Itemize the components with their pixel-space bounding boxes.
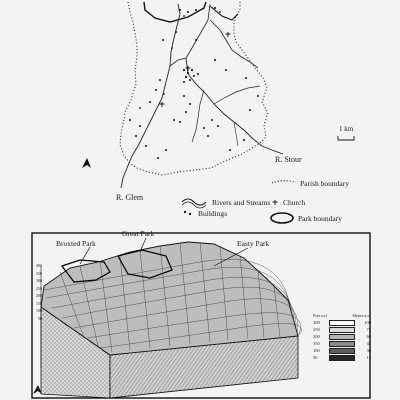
- elevation-metres: 15: [366, 354, 371, 360]
- label-river-glem: R. Glem: [116, 193, 144, 202]
- elevation-swatch: [329, 320, 355, 326]
- z-axis-ticks: [34, 264, 42, 324]
- stream-6: [234, 122, 238, 146]
- elevation-key-header: Feet a.s.l Metres a.s.l: [313, 313, 371, 318]
- elevation-swatch: [329, 334, 355, 340]
- stream-3: [186, 58, 283, 154]
- elevation-metres: 30: [366, 347, 371, 353]
- legend-church: Church: [283, 198, 306, 207]
- elevation-metres: 75: [366, 326, 371, 332]
- legend-buildings: Buildings: [198, 209, 228, 218]
- river-glem: [121, 4, 180, 188]
- elevation-swatch: [329, 355, 355, 361]
- elevation-key-row: [313, 348, 371, 354]
- z-axis-tick-label: 50: [38, 315, 42, 321]
- elevation-feet: 100: [313, 347, 320, 353]
- z-axis-tick-label: 200: [36, 293, 42, 298]
- z-axis-tick-label: 400: [36, 263, 42, 268]
- label-river-stour: R. Stour: [275, 155, 302, 164]
- label-great-park: Great Park: [122, 229, 155, 238]
- terrain-model-panel: [0, 228, 400, 400]
- elevation-feet: 250: [313, 326, 320, 332]
- label-broxted-park: Broxted Park: [56, 239, 96, 248]
- park-boundary: [144, 2, 206, 22]
- elevation-metres: 60: [366, 333, 371, 339]
- elevation-swatch: [329, 327, 355, 333]
- legend-park: Park boundary: [298, 214, 342, 223]
- z-axis-tick-label: 350: [36, 270, 42, 276]
- elevation-metres: 100: [364, 319, 371, 325]
- elevation-swatch: [329, 348, 355, 354]
- elevation-key-row: [313, 341, 371, 347]
- elevation-metres: 45: [366, 340, 371, 346]
- elevation-key-row: [313, 355, 371, 361]
- elevation-key-row: [313, 320, 371, 326]
- z-axis-tick-label: 100: [36, 308, 42, 313]
- legend-parish: Parish boundary: [300, 179, 349, 188]
- elevation-feet: 50: [313, 354, 318, 360]
- elevation-key-row: [313, 327, 371, 333]
- north-arrow: [82, 158, 91, 168]
- elevation-feet: 200: [313, 333, 320, 339]
- z-axis-tick-label: 300: [36, 278, 42, 283]
- elevation-swatch: [329, 341, 355, 347]
- z-axis-tick-label: 150: [36, 300, 42, 306]
- elevation-key-row: [313, 334, 371, 340]
- stream-5: [192, 90, 204, 142]
- stream-1: [170, 4, 210, 66]
- legend-rivers: Rivers and Streams: [212, 198, 271, 207]
- scale-bar: [338, 136, 354, 140]
- elevation-feet: 150: [313, 340, 320, 346]
- elevation-feet: 300: [313, 319, 320, 325]
- scale-label: 1 km: [339, 125, 354, 133]
- stream-4: [214, 86, 260, 104]
- z-axis-tick-label: 250: [36, 285, 42, 291]
- elevation-key: [313, 314, 373, 362]
- label-easty-park: Easty Park: [237, 239, 270, 248]
